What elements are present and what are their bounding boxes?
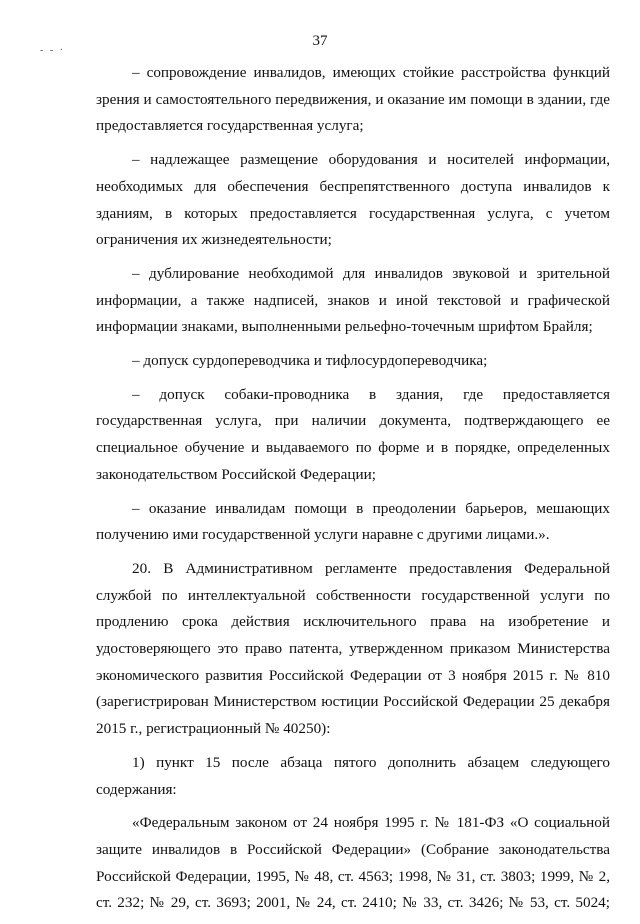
paragraph-item-20: 20. В Административном регламенте предоставления Федеральной службой по интеллектуальной собственности государственной услуги по продлению срока действия исключительного права на изобретение и удостоверяющего это право патента, утвержденном приказом Министерства экономического развития Российской Федерации от 3 ноября 2015 г. № 810 (зарегистрирован Министерством юстиции Российской Федерации 25 декабря 2015 г., регистрационный № 40250): (96, 559, 610, 738)
page-number: 37 (312, 33, 328, 49)
document-body (96, 60, 610, 924)
paragraph-subitem-1: 1) пункт 15 после абзаца пятого дополнить абзацем следующего содержания: (96, 753, 610, 798)
paragraph-federal-law: «Федеральным законом от 24 ноября 1995 г. № 181-ФЗ «О социальной защите инвалидов в Российской Федерации» (Собрание законодательства Российской Федерации, 1995, № 48, ст. 4563; 1998, № 31, ст. 3803; 1999, № 2, ст. 232; № 29, ст. 3693; 2001, № 24, ст. 2410; № 33, ст. 3426; № 53, ст. 5024; (96, 814, 610, 912)
paragraph-barriers: – оказание инвалидам помощи в преодолении барьеров, мешающих получению ими государственной услуги наравне с другими лицами.». (96, 499, 610, 544)
paragraph-sign-interpreter: – допуск сурдопереводчика и тифлосурдопереводчика; (132, 352, 488, 370)
paragraph-braille: – дублирование необходимой для инвалидов звуковой и зрительной информации, а также надписей, знаков и иной текстовой и графической информации знаками, выполненными рельефно-точечным шрифтом Брайля; (96, 264, 610, 336)
paragraph-escort: – сопровождение инвалидов, имеющих стойкие расстройства функций зрения и самостоятельного передвижения, и оказание им помощи в здании, где предоставляется государственная услуга; (96, 64, 610, 135)
paragraph-guide-dog: – допуск собаки-проводника в здания, где предоставляется государственная услуга, при наличии документа, подтверждающего ее специальное обучение и выдаваемого по форме и в порядке, определенных законодательством Российской Федерации; (96, 385, 610, 483)
scan-marks: - - · (40, 45, 65, 56)
paragraph-equipment: – надлежащее размещение оборудования и носителей информации, необходимых для обеспечения беспрепятственного доступа инвалидов к зданиям, в которых предоставляется государственная услуга, с учетом ограничения их жизнедеятельности; (96, 151, 610, 249)
